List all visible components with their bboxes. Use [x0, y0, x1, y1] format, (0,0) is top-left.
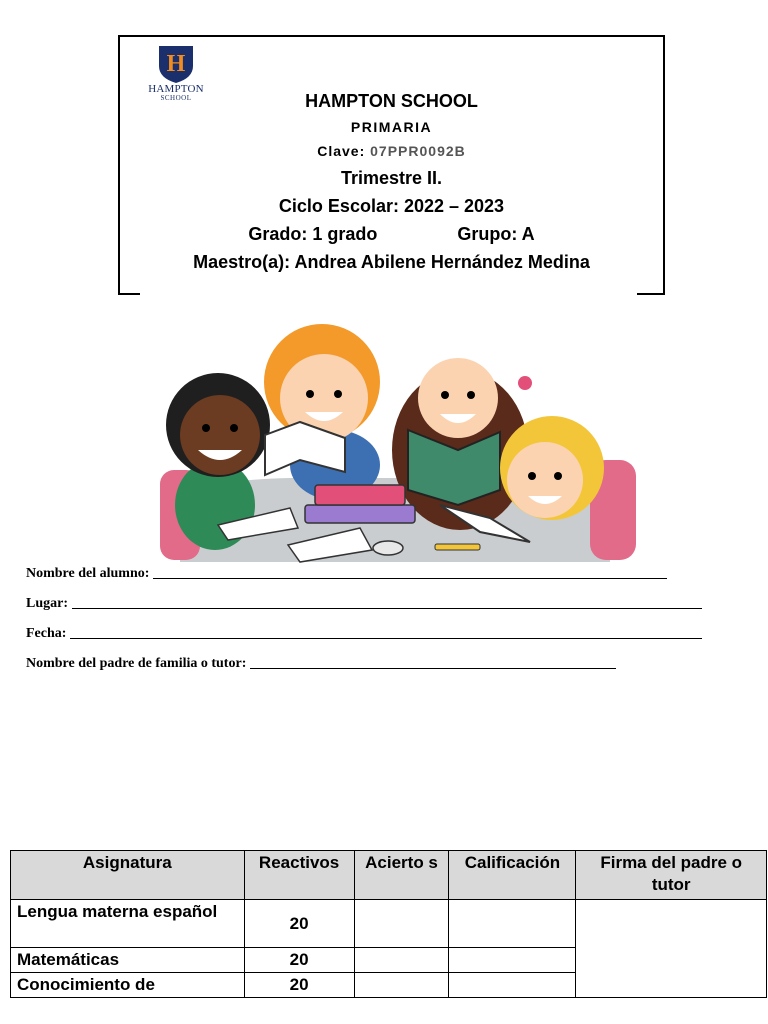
field-line[interactable] — [72, 608, 702, 609]
grades-table — [10, 850, 767, 998]
clave-label: Clave: — [317, 143, 366, 159]
trimestre: Trimestre II. — [340, 168, 443, 188]
shield-icon — [157, 44, 195, 84]
field-label: Lugar: — [26, 596, 68, 611]
cell-subject: Conocimiento de — [11, 973, 245, 998]
children-reading-illustration-icon — [140, 300, 640, 565]
clave — [120, 143, 663, 159]
table-row — [11, 900, 767, 948]
field-label: Nombre del padre de familia o tutor: — [26, 656, 247, 671]
cell-aciertos[interactable] — [354, 900, 449, 948]
cell-calificacion[interactable] — [449, 948, 576, 973]
grado-grupo — [120, 224, 663, 245]
cell-calificacion[interactable] — [449, 973, 576, 998]
field-line[interactable] — [250, 668, 616, 669]
cell-subject: Matemáticas — [11, 948, 245, 973]
field-lugar — [26, 596, 702, 612]
cell-aciertos[interactable] — [354, 948, 449, 973]
cell-calificacion[interactable] — [449, 900, 576, 948]
school-name: HAMPTON SCHOOL — [305, 91, 478, 111]
header-firma: Firma del padre o tutor — [576, 851, 767, 900]
box-corner-left — [118, 293, 140, 295]
maestro: Maestro(a): Andrea Abilene Hernández Medina — [193, 252, 590, 272]
table-header-row — [11, 851, 767, 900]
cell-reactivos: 20 — [244, 900, 354, 948]
field-fecha — [26, 626, 702, 642]
ciclo-escolar: Ciclo Escolar: 2022 – 2023 — [278, 196, 505, 216]
cell-aciertos[interactable] — [354, 973, 449, 998]
grado: Grado: 1 grado — [248, 224, 378, 244]
cell-reactivos: 20 — [244, 948, 354, 973]
field-label: Nombre del alumno: — [26, 566, 150, 581]
header-asignatura: Asignatura — [11, 851, 245, 900]
header-box — [118, 35, 665, 294]
field-line[interactable] — [153, 578, 667, 579]
field-line[interactable] — [70, 638, 702, 639]
clave-value: 07PPR0092B — [370, 143, 466, 159]
header-calificacion: Calificación — [449, 851, 576, 900]
field-padre-tutor — [26, 656, 616, 672]
header-aciertos: Acierto s — [354, 851, 449, 900]
logo-sub: SCHOOL — [160, 94, 192, 102]
grupo: Grupo: A — [457, 224, 535, 244]
cell-firma[interactable] — [576, 900, 767, 998]
field-nombre-alumno — [26, 566, 667, 582]
school-level: PRIMARIA — [350, 119, 433, 135]
box-corner-right — [637, 293, 665, 295]
field-label: Fecha: — [26, 626, 67, 641]
svg-text:H: H — [166, 51, 186, 77]
header-reactivos: Reactivos — [244, 851, 354, 900]
cell-subject: Lengua materna español — [11, 900, 245, 948]
cell-reactivos: 20 — [244, 973, 354, 998]
logo-text: HAMPTON — [148, 83, 204, 95]
